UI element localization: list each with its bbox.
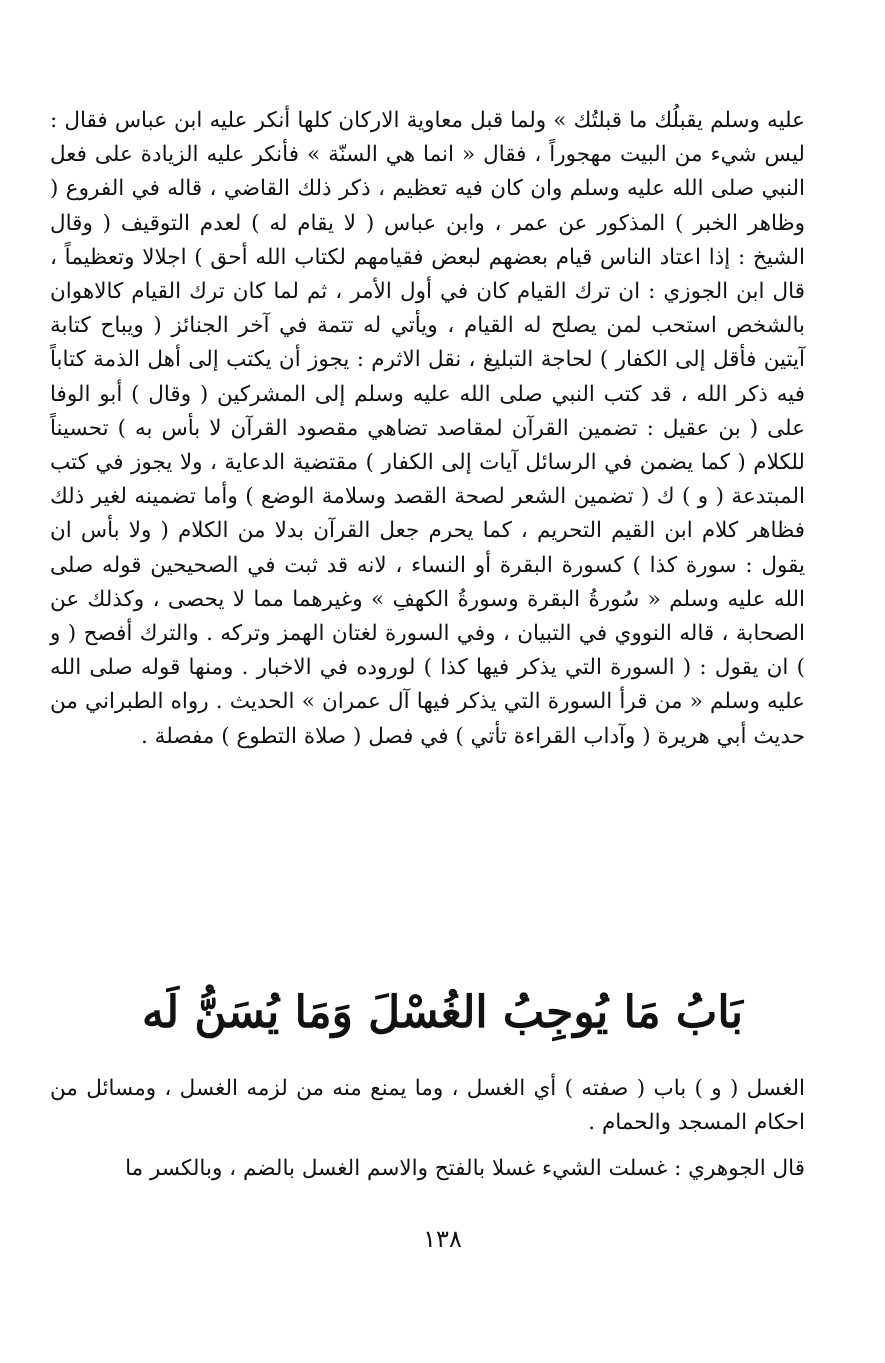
chapter-intro-paragraph: الغسل ( و ) باب ( صفته ) أي الغسل ، وما يمنع منه من لزمه الغسل ، ومسائل من احكام المسجد والحمام . [50,1076,805,1135]
chapter-body-paragraph: قال الجوهري : غسلت الشيء غسلا بالفتح والاسم الغسل بالضم ، وبالكسر ما [125,1156,805,1181]
body-paragraph: عليه وسلم يقبلُك ما قبلتُك » ولما قبل معاوية الاركان كلها أنكر عليه ابن عباس فقال : ليس شيء من البيت مهجوراً ، فقال « انما هي السنّة » فأنكر عليه الزيادة على فعل النبي صلى الله عليه وسلم وان كان فيه تعظيم ، ذكر ذلك القاضي ، قاله في الفروع ( وظاهر الخبر ) المذكور عن عمر ، وابن عباس ( لا يقام له ) لعدم التوقيف ( وقال الشيخ : إذا اعتاد الناس قيام بعضهم لبعض فقيامهم لكتاب الله أحق ) اجلالا وتعظيماً ، قال ابن الجوزي : ان ترك القيام كان في أول الأمر ، ثم لما كان ترك القيام كالاهوان بالشخص استحب لمن يصلح له القيام ، ويأتي له تتمة في آخر الجنائز ( ويباح كتابة آيتين فأقل إلى الكفار ) لحاجة التبليغ ، نقل الاثرم : يجوز أن يكتب إلى أهل الذمة كتاباً فيه ذكر الله ، قد كتب النبي صلى الله عليه وسلم إلى المشركين ( وقال ) أبو الوفا على ( بن عقيل : تضمين القرآن لمقاصد تضاهي مقصود القرآن لا بأس به ) تحسيناً للكلام ( كما يضمن في الرسائل آيات إلى الكفار ) مقتضية الدعاية ، ولا يجوز في كتب المبتدعة ( و ) ك ( تضمين الشعر لصحة القصد وسلامة الوضع ) وأما تضمينه لغير ذلك فظاهر كلام ابن القيم التحريم ، كما يحرم جعل القرآن بدلا من الكلام ( ولا بأس ان يقول : سورة كذا ) كسورة البقرة أو النساء ، لانه قد ثبت في الصحيحين قوله صلى الله عليه وسلم « سُورةُ البقرة وسورةُ الكهفِ » وغيرهما مما لا يحصى ، وكذلك عن الصحابة ، قاله النووي في التبيان ، وفي السورة لغتان الهمز وتركه . والترك أفصح ( و ) ان يقول : ( السورة التي يذكر فيها كذا ) لوروده في الاخبار . ومنها قوله صلى الله عليه وسلم « من قرأ السورة التي يذكر فيها آل عمران » الحديث . رواه الطبراني من حديث أبي هريرة ( وآداب القراءة تأتي ) في فصل ( صلاة التطوع ) مفصلة . [50,108,805,749]
page-number: ١٣٨ [423,1225,462,1253]
chapter-heading: بَابُ مَا يُوجِبُ الغُسْلَ وَمَا يُسَنُّ لَه [142,987,743,1038]
